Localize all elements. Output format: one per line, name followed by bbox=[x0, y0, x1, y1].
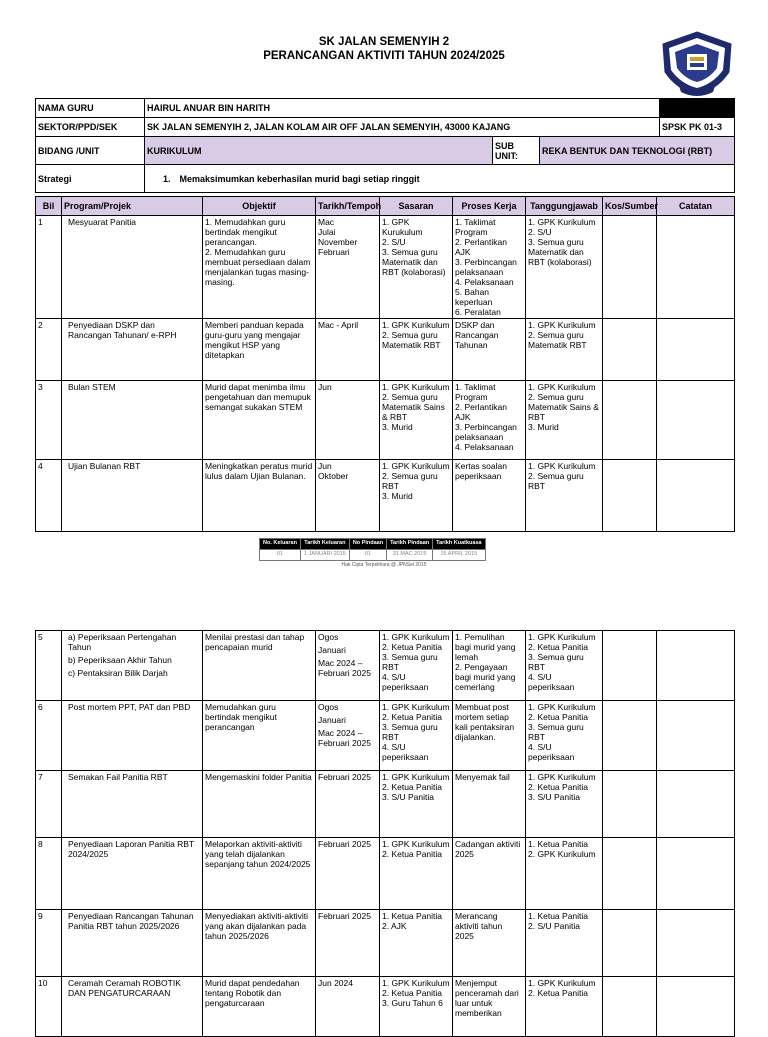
form-code: SPSK PK 01-3 bbox=[660, 118, 735, 137]
bil-cell: 5 bbox=[36, 631, 62, 701]
cell-line: Memudahkan guru bertindak mengikut perancangan bbox=[205, 702, 277, 732]
cell-line: c) Pentaksiran Bilik Darjah bbox=[68, 668, 168, 678]
cell-line: Ceramah Ceramah ROBOTIK DAN PENGATURCARAAN bbox=[68, 978, 181, 998]
col-objektif: Objektif bbox=[203, 197, 316, 216]
catatan-cell bbox=[657, 216, 735, 319]
tanggungjawab-cell bbox=[526, 319, 603, 381]
cell-line: 3. Murid bbox=[382, 491, 413, 501]
cell-line: Jun bbox=[318, 382, 332, 392]
sasaran-cell bbox=[380, 838, 453, 910]
sub-unit-value: REKA BENTUK DAN TEKNOLOGI (RBT) bbox=[540, 137, 735, 165]
cell-line: 1. GPK Kurikulum bbox=[528, 382, 596, 392]
proses-cell bbox=[453, 460, 526, 532]
table-row bbox=[36, 381, 735, 460]
cell-line: 1. GPK Kurikulum bbox=[382, 461, 450, 471]
program-cell bbox=[62, 910, 203, 977]
cell-line: Melaporkan aktiviti-aktiviti yang telah dijalankan sepanjang tahun 2024/2025 bbox=[205, 839, 311, 869]
cell-line: Penyediaan Rancangan Tahunan Panitia RBT tahun 2025/2026 bbox=[68, 911, 194, 931]
stamp-header: Tarikh Pindaan bbox=[387, 539, 433, 550]
kos-cell bbox=[603, 771, 657, 838]
kos-cell bbox=[603, 910, 657, 977]
cell-line: 2. Memudahkan guru membuat persediaan dalam menjalankan tugas masing-masing. bbox=[205, 247, 311, 287]
tarikh-cell bbox=[316, 381, 380, 460]
column-header-row bbox=[36, 197, 735, 216]
table-row bbox=[36, 838, 735, 910]
cell-line: DSKP dan Rancangan Tahunan bbox=[455, 320, 499, 350]
cell-line: Memberi panduan kepada guru-guru yang mengajar mengikut HSP yang ditetapkan bbox=[205, 320, 304, 360]
cell-line: 3. Semua guru RBT bbox=[528, 652, 584, 672]
sasaran-cell bbox=[380, 910, 453, 977]
proses-cell bbox=[453, 631, 526, 701]
cell-line: 1. Ketua Panitia bbox=[382, 911, 443, 921]
cell-line: Mesyuarat Panitia bbox=[68, 217, 137, 227]
cell-line: 2. GPK Kurikulum bbox=[528, 849, 596, 859]
cell-line: Bulan STEM bbox=[68, 382, 116, 392]
cell-line: Januari bbox=[318, 715, 346, 725]
table-row bbox=[36, 771, 735, 838]
cell-line: a) Peperiksaan Pertengahan Tahun bbox=[68, 632, 177, 652]
nama-guru-value: HAIRUL ANUAR BIN HARITH bbox=[145, 99, 660, 118]
program-cell bbox=[62, 838, 203, 910]
cell-line: 3. Semua guru Matematik dan RBT (kolaborasi) bbox=[382, 247, 446, 277]
cell-line: 3. S/U Panitia bbox=[528, 792, 580, 802]
cell-line: 5. Bahan keperluan bbox=[455, 287, 493, 307]
cell-line: Februari bbox=[318, 247, 350, 257]
tarikh-cell bbox=[316, 977, 380, 1037]
cell-line: 3. Semua guru RBT bbox=[382, 652, 438, 672]
cell-line: 2. Ketua Panitia bbox=[528, 712, 589, 722]
cell-line: 2. S/U bbox=[528, 227, 552, 237]
kos-cell bbox=[603, 381, 657, 460]
cell-line: 2. Semua guru Matematik RBT bbox=[528, 330, 587, 350]
copyright-note: Hak Cipta Terpelihara @ JPNSel 2015 bbox=[341, 562, 427, 568]
cell-line: 1. GPK Kurukulum bbox=[382, 217, 423, 237]
sub-unit-label: SUB UNIT: bbox=[493, 137, 540, 165]
cell-line: 2. S/U Panitia bbox=[528, 921, 580, 931]
info-table bbox=[35, 98, 735, 193]
nama-guru-label: NAMA GURU bbox=[36, 99, 145, 118]
proses-cell bbox=[453, 216, 526, 319]
table-row bbox=[36, 319, 735, 381]
cell-line: 3. Semua guru RBT bbox=[382, 722, 438, 742]
bil-cell: 1 bbox=[36, 216, 62, 319]
cell-line: Murid dapat menimba ilmu pengetahuan dan memupuk semangat sukakan STEM bbox=[205, 382, 311, 412]
kos-cell bbox=[603, 631, 657, 701]
cell-line: 2. Semua guru RBT bbox=[528, 471, 584, 491]
cell-line: 3. Semua guru RBT bbox=[528, 722, 584, 742]
sektor-label: SEKTOR/PPD/SEK bbox=[36, 118, 145, 137]
col-tanggungjawab: Tanggungjawab bbox=[526, 197, 603, 216]
tanggungjawab-cell bbox=[526, 977, 603, 1037]
cell-line: Penyediaan Laporan Panitia RBT 2024/2025 bbox=[68, 839, 195, 859]
cell-line: 1. GPK Kurikulum bbox=[528, 217, 596, 227]
objektif-cell bbox=[203, 460, 316, 532]
cell-line: November bbox=[318, 237, 358, 247]
cell-line: Januari bbox=[318, 645, 346, 655]
cell-line: Post mortem PPT, PAT dan PBD bbox=[68, 702, 191, 712]
sasaran-cell bbox=[380, 771, 453, 838]
col-program: Program/Projek bbox=[62, 197, 203, 216]
plan-title: PERANCANGAN AKTIVITI TAHUN 2024/2025 bbox=[263, 50, 505, 62]
bil-cell: 7 bbox=[36, 771, 62, 838]
catatan-cell bbox=[657, 977, 735, 1037]
program-cell bbox=[62, 216, 203, 319]
cell-line: Kertas soalan peperiksaan bbox=[455, 461, 507, 481]
cell-line: Februari 2025 bbox=[318, 839, 371, 849]
objektif-cell bbox=[203, 977, 316, 1037]
program-cell bbox=[62, 977, 203, 1037]
tanggungjawab-cell bbox=[526, 838, 603, 910]
sasaran-cell bbox=[380, 216, 453, 319]
col-bil: Bil bbox=[36, 197, 62, 216]
cell-line: 2. Perlantikan AJK bbox=[455, 237, 507, 257]
bil-cell: 6 bbox=[36, 701, 62, 771]
cell-line: Februari 2025 bbox=[318, 772, 371, 782]
cell-line: Meningkatkan peratus murid lulus dalam Ujian Bulanan. bbox=[205, 461, 313, 481]
bidang-value: KURIKULUM bbox=[145, 137, 493, 165]
proses-cell bbox=[453, 319, 526, 381]
objektif-cell bbox=[203, 910, 316, 977]
cell-line: 1. GPK Kurikulum bbox=[528, 772, 596, 782]
table-row bbox=[36, 460, 735, 532]
sasaran-cell bbox=[380, 701, 453, 771]
sasaran-cell bbox=[380, 977, 453, 1037]
cell-line: 1. GPK Kurikulum bbox=[528, 461, 596, 471]
strategi-number: 1. bbox=[163, 173, 171, 184]
objektif-cell bbox=[203, 631, 316, 701]
cell-line: 3. Semua guru Matematik dan RBT (kolaborasi) bbox=[528, 237, 592, 267]
table-row bbox=[36, 631, 735, 701]
bil-cell: 3 bbox=[36, 381, 62, 460]
cell-line: 2. Ketua Panitia bbox=[382, 782, 443, 792]
stamp-value: 15 APRIL 2015 bbox=[433, 550, 485, 561]
cell-line: Ujian Bulanan RBT bbox=[68, 461, 141, 471]
cell-line: 3. Perbincangan pelaksanaan bbox=[455, 422, 517, 442]
col-catatan: Catatan bbox=[657, 197, 735, 216]
cell-line: 2. Semua guru RBT bbox=[382, 471, 438, 491]
cell-line: 2. AJK bbox=[382, 921, 407, 931]
cell-line: 4. S/U peperiksaan bbox=[382, 742, 429, 762]
bil-cell: 10 bbox=[36, 977, 62, 1037]
tanggungjawab-cell bbox=[526, 216, 603, 319]
program-cell bbox=[62, 701, 203, 771]
cell-line: Menyediakan aktiviti-aktiviti yang akan dijalankan pada tahun 2025/2026 bbox=[205, 911, 308, 941]
catatan-cell bbox=[657, 631, 735, 701]
proses-cell bbox=[453, 771, 526, 838]
program-cell bbox=[62, 381, 203, 460]
cell-line: Ogos bbox=[318, 702, 339, 712]
kos-cell bbox=[603, 977, 657, 1037]
tarikh-cell bbox=[316, 771, 380, 838]
cell-line: Menyemak fail bbox=[455, 772, 510, 782]
cell-line: 1. GPK Kurikulum bbox=[382, 702, 450, 712]
cell-line: 1. GPK Kurikulum bbox=[528, 702, 596, 712]
tarikh-cell bbox=[316, 838, 380, 910]
tarikh-cell bbox=[316, 460, 380, 532]
cell-line: 2. Ketua Panitia bbox=[382, 849, 443, 859]
proses-cell bbox=[453, 838, 526, 910]
cell-line: 2. Ketua Panitia bbox=[382, 988, 443, 998]
bil-cell: 9 bbox=[36, 910, 62, 977]
proses-cell bbox=[453, 701, 526, 771]
tarikh-cell bbox=[316, 631, 380, 701]
proses-cell bbox=[453, 910, 526, 977]
cell-line: Jun bbox=[318, 461, 332, 471]
sasaran-cell bbox=[380, 319, 453, 381]
catatan-cell bbox=[657, 771, 735, 838]
cell-line: Mac bbox=[318, 217, 335, 227]
cell-line: 1. Pemulihan bagi murid yang lemah bbox=[455, 632, 516, 662]
objektif-cell bbox=[203, 216, 316, 319]
stamp-value: 31 MAC 2015 bbox=[387, 550, 433, 561]
col-kos: Kos/Sumber bbox=[603, 197, 657, 216]
kos-cell bbox=[603, 701, 657, 771]
kos-cell bbox=[603, 319, 657, 381]
tarikh-cell bbox=[316, 910, 380, 977]
cell-line: 3. Guru Tahun 6 bbox=[382, 998, 443, 1008]
objektif-cell bbox=[203, 771, 316, 838]
catatan-cell bbox=[657, 381, 735, 460]
stamp-header: No. Keluaran bbox=[260, 539, 301, 550]
cell-line: Cadangan aktiviti 2025 bbox=[455, 839, 521, 859]
cell-line: Mac 2024 – Februari 2025 bbox=[318, 728, 371, 748]
tanggungjawab-cell bbox=[526, 631, 603, 701]
tarikh-cell bbox=[316, 701, 380, 771]
bidang-label: BIDANG /UNIT bbox=[36, 137, 145, 165]
objektif-cell bbox=[203, 838, 316, 910]
catatan-cell bbox=[657, 910, 735, 977]
program-cell bbox=[62, 631, 203, 701]
document-control-stamp bbox=[259, 538, 486, 561]
catatan-cell bbox=[657, 319, 735, 381]
cell-line: 4. S/U peperiksaan bbox=[382, 672, 429, 692]
table-row bbox=[36, 216, 735, 319]
school-title: SK JALAN SEMENYIH 2 bbox=[318, 36, 450, 48]
cell-line: 1. GPK Kurikulum bbox=[528, 632, 596, 642]
strategi-text: Memaksimumkan keberhasilan murid bagi setiap ringgit bbox=[179, 173, 420, 184]
cell-line: Oktober bbox=[318, 471, 349, 481]
program-cell bbox=[62, 771, 203, 838]
cell-line: 1. Memudahkan guru bertindak mengikut perancangan. bbox=[205, 217, 286, 247]
objektif-cell bbox=[203, 319, 316, 381]
activity-table-page2 bbox=[35, 630, 735, 1037]
objektif-cell bbox=[203, 381, 316, 460]
sasaran-cell bbox=[380, 631, 453, 701]
cell-line: 2. Ketua Panitia bbox=[382, 712, 443, 722]
cell-line: Penyediaan DSKP dan Rancangan Tahunan/ e-RPH bbox=[68, 320, 177, 340]
cell-line: Mac - April bbox=[318, 320, 359, 330]
cell-line: 2. Ketua Panitia bbox=[528, 782, 589, 792]
proses-cell bbox=[453, 977, 526, 1037]
cell-line: Semakan Fail Panitia RBT bbox=[68, 772, 168, 782]
kos-cell bbox=[603, 460, 657, 532]
cell-line: 1. Ketua Panitia bbox=[528, 911, 589, 921]
bil-cell: 8 bbox=[36, 838, 62, 910]
cell-line: 4. S/U peperiksaan bbox=[528, 742, 575, 762]
cell-line: 2. Ketua Panitia bbox=[382, 642, 443, 652]
cell-line: Jun 2024 bbox=[318, 978, 353, 988]
stamp-value: 1 JANUARI 2015 bbox=[300, 550, 349, 561]
cell-line: 4. Pelaksanaan bbox=[455, 442, 514, 452]
cell-line: 3. Murid bbox=[382, 422, 413, 432]
cell-line: 1. GPK Kurikulum bbox=[382, 320, 450, 330]
cell-line: 1. Taklimat Program bbox=[455, 217, 496, 237]
tanggungjawab-cell bbox=[526, 701, 603, 771]
catatan-cell bbox=[657, 460, 735, 532]
catatan-cell bbox=[657, 838, 735, 910]
sasaran-cell bbox=[380, 381, 453, 460]
cell-line: Membuat post mortem setiap kali pentaksiran dijalankan. bbox=[455, 702, 515, 742]
sektor-value: SK JALAN SEMENYIH 2, JALAN KOLAM AIR OFF JALAN SEMENYIH, 43000 KAJANG bbox=[145, 118, 660, 137]
kos-cell bbox=[603, 216, 657, 319]
kos-cell bbox=[603, 838, 657, 910]
tanggungjawab-cell bbox=[526, 910, 603, 977]
bil-cell: 2 bbox=[36, 319, 62, 381]
cell-line: Merancang aktiviti tahun 2025 bbox=[455, 911, 503, 941]
cell-line: Ogos bbox=[318, 632, 339, 642]
program-cell bbox=[62, 460, 203, 532]
tanggungjawab-cell bbox=[526, 460, 603, 532]
col-proses: Proses Kerja bbox=[453, 197, 526, 216]
stamp-value: 01 bbox=[260, 550, 301, 561]
proses-cell bbox=[453, 381, 526, 460]
tarikh-cell bbox=[316, 319, 380, 381]
col-sasaran: Sasaran bbox=[380, 197, 453, 216]
cell-line: 2. Semua guru Matematik Sains & RBT bbox=[382, 392, 445, 422]
cell-line: 2. Semua guru Matematik Sains & RBT bbox=[528, 392, 599, 422]
tarikh-cell bbox=[316, 216, 380, 319]
stamp-header: Tarikh Keluaran bbox=[300, 539, 349, 550]
cell-line: Mac 2024 – Februari 2025 bbox=[318, 658, 371, 678]
sasaran-cell bbox=[380, 460, 453, 532]
school-logo-icon bbox=[657, 28, 737, 98]
objektif-cell bbox=[203, 701, 316, 771]
strategi-value bbox=[145, 165, 735, 193]
cell-line: 4. S/U peperiksaan bbox=[528, 672, 575, 692]
cell-line: b) Peperiksaan Akhir Tahun bbox=[68, 655, 172, 665]
bil-cell: 4 bbox=[36, 460, 62, 532]
cell-line: Menjemput penceramah dari luar untuk memberikan bbox=[455, 978, 519, 1018]
cell-line: 2. Ketua Panitia bbox=[528, 642, 589, 652]
cell-line: 3. Perbincangan pelaksanaan bbox=[455, 257, 517, 277]
cell-line: 1. GPK Kurikulum bbox=[528, 320, 596, 330]
cell-line: 1. GPK Kurikulum bbox=[382, 772, 450, 782]
cell-line: 1. GPK Kurikulum bbox=[528, 978, 596, 988]
stamp-header: Tarikh Kuatkuasa bbox=[433, 539, 485, 550]
cell-line: 1. GPK Kurikulum bbox=[382, 382, 450, 392]
cell-line: Menilai prestasi dan tahap pencapaian murid bbox=[205, 632, 305, 652]
cell-line: Februari 2025 bbox=[318, 911, 371, 921]
cell-line: 3. Murid bbox=[528, 422, 559, 432]
cell-line: 2. Pengayaan bagi murid yang cemerlang bbox=[455, 662, 516, 692]
cell-line: 4. Pelaksanaan bbox=[455, 277, 514, 287]
cell-line: 1. GPK Kurikulum bbox=[382, 978, 450, 988]
cell-line: 2. Ketua Panitia bbox=[528, 988, 589, 998]
catatan-cell bbox=[657, 701, 735, 771]
cell-line: 3. S/U Panitia bbox=[382, 792, 434, 802]
strategi-label: Strategi bbox=[36, 165, 145, 193]
cell-line: 1. GPK Kurikulum bbox=[382, 632, 450, 642]
cell-line: Mengemaskini folder Panitia bbox=[205, 772, 312, 782]
cell-line: 2. S/U bbox=[382, 237, 406, 247]
tanggungjawab-cell bbox=[526, 771, 603, 838]
cell-line: Murid dapat pendedahan tentang Robotik dan pengaturcaraan bbox=[205, 978, 300, 1008]
cell-line: 1. GPK Kurikulum bbox=[382, 839, 450, 849]
col-tarikh: Tarikh/Tempoh bbox=[316, 197, 380, 216]
table-row bbox=[36, 977, 735, 1037]
table-row bbox=[36, 910, 735, 977]
black-cell bbox=[660, 99, 735, 118]
cell-line: Julai bbox=[318, 227, 336, 237]
tanggungjawab-cell bbox=[526, 381, 603, 460]
cell-line: 1. Taklimat Program bbox=[455, 382, 496, 402]
program-cell bbox=[62, 319, 203, 381]
activity-table-page1 bbox=[35, 196, 735, 532]
stamp-header: No Pindaan bbox=[349, 539, 386, 550]
cell-line: 2. Perlantikan AJK bbox=[455, 402, 507, 422]
cell-line: 6. Peralatan bbox=[455, 307, 501, 317]
stamp-value: 01 bbox=[349, 550, 386, 561]
table-row bbox=[36, 701, 735, 771]
cell-line: 2. Semua guru Matematik RBT bbox=[382, 330, 441, 350]
cell-line: 1. Ketua Panitia bbox=[528, 839, 589, 849]
